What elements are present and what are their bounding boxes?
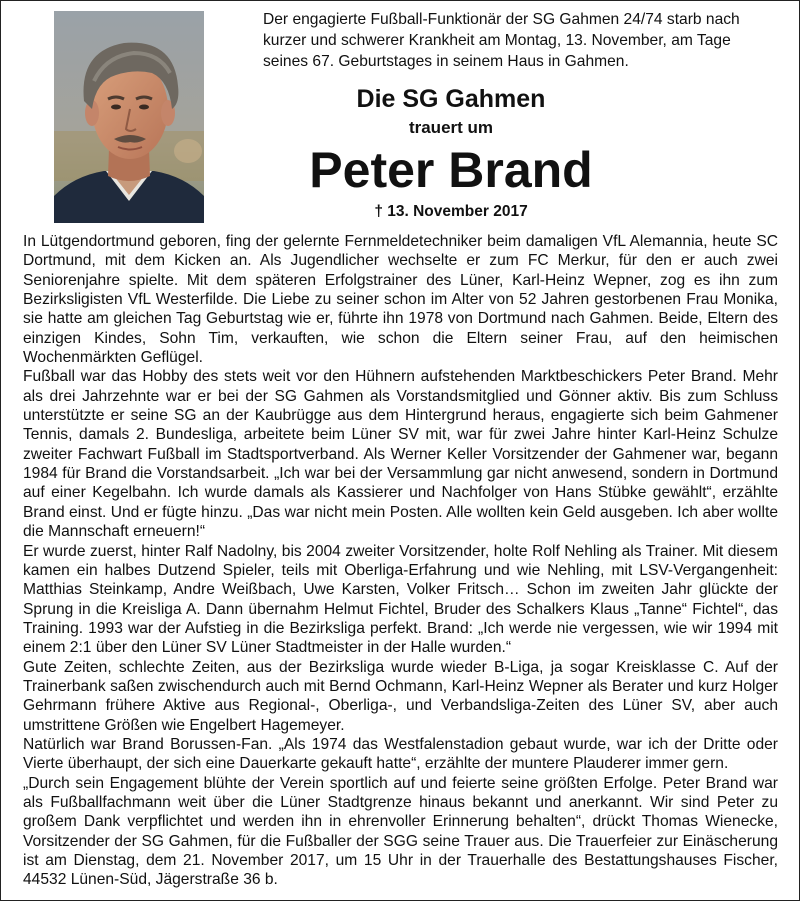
deceased-name: Peter Brand (309, 142, 593, 198)
obituary-body (23, 232, 778, 890)
intro-text: Der engagierte Fußball-Funktionär der SG Gahmen 24/74 starb nach kurzer und schwerer Krankheit am Montag, 13. November, am Tage seines 67. Geburtstages in seinem Haus in Gahmen. (263, 11, 740, 70)
body-paragraph: Fußball war das Hobby des stets weit vor den Hühnern aufstehenden Marktbeschickers Peter Brand. Mehr als drei Jahrzehnte war er bei der SG Gahmen als Vorstandsmitglied und Gönner aktiv. Bis zum Schluss unterstützte er seine SG an der Kaubrügge aus dem Hintergrund heraus, engagierte sich beim Gahmener Tennis, damals 2. Bundesliga, arbeitete beim Lüner SV mit, war für zwei Jahre hinter Karl-Heinz Schulze zweiter Fachwart Fußball im Stadtsportverband. Als Werner Keller Vorsitzender der Gahmener war, begann 1984 für Brand die Vorstandsarbeit. „Ich war bei der Versammlung gar nicht anwesend, sondern in Dortmund auf einer Kegelbahn. Ich wurde damals als Kassierer und Nachfolger von Hans Stübke gewählt“, erzählte Brand einst. Und er fügte hinzu. „Das war nicht mein Posten. Alle wollten kein Geld ausgeben. Ich aber wollte die Mannschaft erneuern!“ (23, 368, 778, 541)
portrait-photo (54, 11, 204, 223)
portrait-image (54, 11, 204, 223)
body-paragraph: Gute Zeiten, schlechte Zeiten, aus der Bezirksliga wurde wieder B-Liga, ja sogar Kreisklasse C. Auf der Trainerbank saßen zwischendurch auch mit Bernd Ochmann, Karl-Heinz Wepner als Berater und kurz Holger Gehrmann frühere Aktive aus Regional-, Oberliga-, und Verbandsliga-Zeiten des Lüner SV, aber auch umstrittene Größen wie Engelbert Hagemeyer. (23, 658, 778, 734)
mourns-subheading: trauert um (408, 118, 494, 137)
body-paragraph: Natürlich war Brand Borussen-Fan. „Als 1974 das Westfalenstadion gebaut wurde, war ich der Dritte oder Vierte überhaupt, der sich eine Dauerkarte gekauft hatte“, erzählte der muntere Plauderer immer gern. (23, 735, 778, 773)
body-paragraph: Er wurde zuerst, hinter Ralf Nadolny, bis 2004 zweiter Vorsitzender, holte Rolf Nehling als Trainer. Mit diesem kamen ein halbes Dutzend Spieler, teils mit Oberliga-Erfahrung und wie Nehling, mit LSV-Vergangenheit: Matthias Steinkamp, Andre Weißbach, Uwe Karsten, Volker Fritsch… Schon im zweiten Jahr glückte der Sprung in die Kreisliga A. Dann übernahm Helmut Fichtel, Bruder des Schalkers Klaus „Tanne“ Fichtel“, das Training. 1993 war der Aufstieg in die Bezirksliga perfekt. Brand: „Ich werde nie vergessen, wie wir 1994 mit einem 2:1 über den Lüner SV Lüner Stadtmeister in der Halle wurden.“ (23, 542, 778, 657)
organization-heading: Die SG Gahmen (356, 85, 546, 113)
death-date: † 13. November 2017 (374, 203, 528, 220)
body-paragraph: In Lütgendortmund geboren, fing der gelernte Fernmeldetechniker beim damaligen VfL Alemannia, heute SC Dortmund, mit dem Kicken an. Als Jugendlicher wechselte er zum FC Merkur, für den er auch zwei Seniorenjahre spielte. Mit dem späteren Erfolgstrainer des Lüner, Karl-Heinz Wepner, zog es ihn zum Bezirksligisten VfL Westerfilde. Die Liebe zu seiner schon im Alter von 52 Jahren gestorbenen Frau Monika, sie hatte am gleichen Tag Geburtstag wie er, führte ihn 1978 von Dortmund nach Gahmen. Beide, Eltern des einzigen Kindes, Sohn Tim, verkauften, wie schon die Eltern seiner Frau, auf den heimischen Wochenmärkten Geflügel. (23, 233, 778, 367)
body-paragraph: „Durch sein Engagement blühte der Verein sportlich auf und feierte seine größten Erfolge. Peter Brand war als Fußballfachmann weit über die Lüner Stadtgrenze hinaus bekannt und anerkannt. Wir sind Peter zu großem Dank verpflichtet und werden ihn in ehrenvoller Erinnerung behalten“, drückt Thomas Wienecke, Vorsitzender der SG Gahmen, für die Fußballer der SGG seine Trauer aus. Die Trauerfeier zur Einäscherung ist am Dienstag, dem 21. November 2017, um 15 Uhr in der Trauerhalle des Bestattungshauses Fischer, 44532 Lünen-Süd, Jägerstraße 36 b. (23, 774, 778, 889)
